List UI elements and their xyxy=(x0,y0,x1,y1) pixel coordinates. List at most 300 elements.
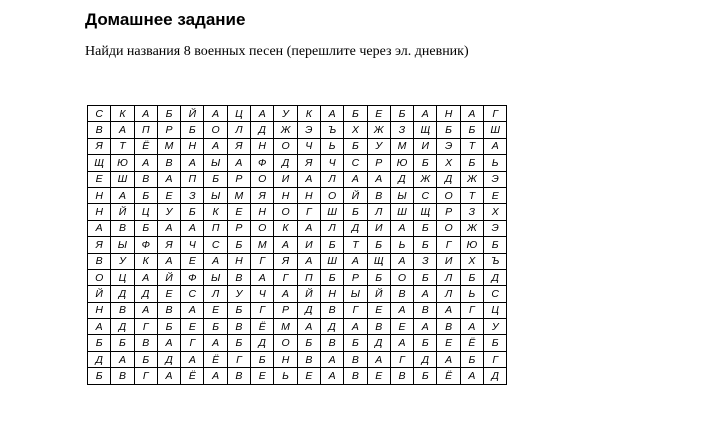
grid-cell: Ф xyxy=(181,269,204,285)
grid-cell: В xyxy=(367,319,390,335)
grid-cell: А xyxy=(204,368,227,384)
grid-cell: Ш xyxy=(484,122,507,138)
grid-cell: Т xyxy=(111,138,134,154)
grid-cell: А xyxy=(204,335,227,351)
grid-cell: М xyxy=(251,237,274,253)
grid-cell: Ф xyxy=(134,237,157,253)
grid-cell: В xyxy=(390,286,413,302)
grid-cell: Я xyxy=(88,138,111,154)
grid-cell: Ь xyxy=(484,155,507,171)
grid-cell: О xyxy=(390,269,413,285)
grid-cell: А xyxy=(437,351,460,367)
grid-cell: А xyxy=(320,351,343,367)
grid-row xyxy=(88,319,507,335)
grid-cell: Ё xyxy=(181,368,204,384)
grid-cell: Ч xyxy=(297,138,320,154)
grid-cell: Б xyxy=(437,122,460,138)
grid-cell: Ш xyxy=(111,171,134,187)
grid-cell: З xyxy=(460,204,483,220)
grid-cell: А xyxy=(414,106,437,122)
grid-cell: Я xyxy=(251,187,274,203)
grid-cell: Ж xyxy=(460,171,483,187)
grid-cell: Б xyxy=(414,368,437,384)
grid-cell: Б xyxy=(204,171,227,187)
grid-cell: Д xyxy=(484,368,507,384)
grid-cell: А xyxy=(414,286,437,302)
grid-cell: В xyxy=(320,302,343,318)
grid-cell: А xyxy=(181,351,204,367)
grid-cell: Ж xyxy=(460,220,483,236)
grid-cell: Г xyxy=(251,253,274,269)
grid-cell: Н xyxy=(88,187,111,203)
grid-cell: З xyxy=(181,187,204,203)
grid-cell: Ы xyxy=(204,187,227,203)
grid-cell: И xyxy=(297,237,320,253)
grid-cell: Л xyxy=(204,286,227,302)
grid-cell: Д xyxy=(251,335,274,351)
grid-cell: Д xyxy=(320,319,343,335)
grid-cell: Ю xyxy=(460,237,483,253)
grid-cell: С xyxy=(484,286,507,302)
grid-cell: Г xyxy=(390,351,413,367)
grid-cell: Б xyxy=(414,155,437,171)
grid-cell: Ц xyxy=(484,302,507,318)
grid-cell: Ю xyxy=(111,155,134,171)
grid-cell: Н xyxy=(274,351,297,367)
grid-cell: Л xyxy=(367,204,390,220)
grid-cell: Б xyxy=(414,335,437,351)
grid-row xyxy=(88,122,507,138)
grid-cell: А xyxy=(88,220,111,236)
grid-cell: А xyxy=(227,155,250,171)
grid-cell: Д xyxy=(111,286,134,302)
grid-cell: А xyxy=(157,335,180,351)
grid-row xyxy=(88,220,507,236)
grid-cell: Б xyxy=(320,269,343,285)
grid-cell: В xyxy=(367,187,390,203)
grid-cell: А xyxy=(460,368,483,384)
grid-cell: Щ xyxy=(414,204,437,220)
grid-cell: Ё xyxy=(204,351,227,367)
grid-cell: Ж xyxy=(414,171,437,187)
grid-cell: Ё xyxy=(134,138,157,154)
grid-cell: В xyxy=(437,319,460,335)
grid-row xyxy=(88,253,507,269)
grid-cell: Б xyxy=(390,106,413,122)
grid-cell: Т xyxy=(344,237,367,253)
grid-cell: А xyxy=(344,319,367,335)
grid-cell: А xyxy=(111,187,134,203)
grid-cell: А xyxy=(297,253,320,269)
grid-cell: Б xyxy=(134,187,157,203)
grid-cell: Л xyxy=(320,171,343,187)
grid-cell: Р xyxy=(157,122,180,138)
grid-cell: Л xyxy=(437,286,460,302)
grid-cell: Е xyxy=(390,319,413,335)
grid-cell: В xyxy=(227,319,250,335)
grid-cell: А xyxy=(134,302,157,318)
word-search-grid xyxy=(87,105,507,385)
grid-cell: И xyxy=(414,138,437,154)
grid-cell: А xyxy=(111,122,134,138)
grid-cell: В xyxy=(157,302,180,318)
grid-cell: Г xyxy=(437,237,460,253)
grid-cell: Б xyxy=(414,237,437,253)
grid-cell: Г xyxy=(460,302,483,318)
grid-cell: У xyxy=(367,138,390,154)
grid-cell: У xyxy=(274,106,297,122)
grid-cell: С xyxy=(344,155,367,171)
grid-cell: Б xyxy=(88,368,111,384)
grid-cell: П xyxy=(297,269,320,285)
grid-cell: Д xyxy=(134,286,157,302)
grid-cell: З xyxy=(414,253,437,269)
grid-cell: В xyxy=(88,253,111,269)
grid-cell: У xyxy=(111,253,134,269)
grid-row xyxy=(88,351,507,367)
grid-cell: Ы xyxy=(204,269,227,285)
grid-cell: Д xyxy=(414,351,437,367)
grid-cell: Ц xyxy=(134,204,157,220)
grid-cell: В xyxy=(390,368,413,384)
grid-cell: А xyxy=(181,302,204,318)
grid-cell: Й xyxy=(367,286,390,302)
grid-cell: Ц xyxy=(111,269,134,285)
grid-cell: Е xyxy=(484,187,507,203)
grid-cell: О xyxy=(251,220,274,236)
grid-cell: Ш xyxy=(320,204,343,220)
grid-cell: Ь xyxy=(320,138,343,154)
grid-cell: Г xyxy=(227,351,250,367)
grid-cell: Н xyxy=(297,187,320,203)
grid-cell: Ь xyxy=(274,368,297,384)
grid-cell: Н xyxy=(320,286,343,302)
grid-cell: Г xyxy=(134,368,157,384)
grid-row xyxy=(88,106,507,122)
task-instruction: Найди названия 8 военных песен (перешлите через эл. дневник) xyxy=(85,44,469,59)
grid-cell: О xyxy=(274,138,297,154)
grid-cell: Ъ xyxy=(484,253,507,269)
grid-cell: Б xyxy=(484,237,507,253)
grid-cell: Д xyxy=(344,220,367,236)
grid-cell: Х xyxy=(460,253,483,269)
grid-cell: У xyxy=(157,204,180,220)
grid-cell: Й xyxy=(344,187,367,203)
grid-cell: Я xyxy=(227,138,250,154)
grid-cell: Ф xyxy=(251,155,274,171)
grid-cell: П xyxy=(204,220,227,236)
grid-cell: И xyxy=(367,220,390,236)
grid-cell: Ы xyxy=(390,187,413,203)
grid-cell: М xyxy=(274,319,297,335)
grid-cell: Ч xyxy=(251,286,274,302)
grid-cell: А xyxy=(274,286,297,302)
grid-cell: О xyxy=(204,122,227,138)
grid-cell: Б xyxy=(181,204,204,220)
grid-cell: А xyxy=(157,368,180,384)
grid-cell: Б xyxy=(344,138,367,154)
grid-cell: А xyxy=(344,253,367,269)
grid-row xyxy=(88,286,507,302)
grid-cell: А xyxy=(204,253,227,269)
grid-cell: А xyxy=(88,319,111,335)
grid-cell: Р xyxy=(227,171,250,187)
grid-cell: Г xyxy=(484,351,507,367)
grid-cell: Ё xyxy=(251,319,274,335)
grid-cell: Ю xyxy=(390,155,413,171)
grid-cell: Е xyxy=(367,302,390,318)
grid-cell: А xyxy=(390,302,413,318)
grid-cell: Ь xyxy=(390,237,413,253)
grid-cell: А xyxy=(134,269,157,285)
grid-row xyxy=(88,204,507,220)
grid-cell: Ч xyxy=(320,155,343,171)
grid-cell: Б xyxy=(134,351,157,367)
grid-cell: Д xyxy=(437,171,460,187)
grid-cell: Щ xyxy=(414,122,437,138)
grid-cell: И xyxy=(437,253,460,269)
grid-cell: У xyxy=(484,319,507,335)
grid-cell: Б xyxy=(344,204,367,220)
grid-cell: А xyxy=(390,253,413,269)
grid-cell: Б xyxy=(204,319,227,335)
grid-cell: Н xyxy=(88,302,111,318)
grid-cell: А xyxy=(134,106,157,122)
grid-cell: А xyxy=(274,237,297,253)
grid-cell: Ъ xyxy=(320,122,343,138)
grid-cell: Б xyxy=(227,335,250,351)
grid-cell: Й xyxy=(157,269,180,285)
grid-cell: А xyxy=(367,351,390,367)
grid-cell: Г xyxy=(134,319,157,335)
grid-cell: О xyxy=(320,187,343,203)
grid-cell: В xyxy=(157,155,180,171)
grid-cell: В xyxy=(320,335,343,351)
grid-cell: Л xyxy=(437,269,460,285)
grid-cell: К xyxy=(297,106,320,122)
grid-cell: Б xyxy=(111,335,134,351)
grid-cell: Б xyxy=(88,335,111,351)
grid-row xyxy=(88,138,507,154)
grid-cell: Р xyxy=(274,302,297,318)
grid-cell: А xyxy=(134,155,157,171)
grid-cell: Б xyxy=(134,220,157,236)
grid-cell: О xyxy=(251,171,274,187)
grid-cell: Л xyxy=(227,122,250,138)
grid-cell: А xyxy=(367,171,390,187)
grid-cell: Б xyxy=(460,155,483,171)
grid-cell: З xyxy=(390,122,413,138)
grid-cell: Д xyxy=(88,351,111,367)
grid-cell: Г xyxy=(251,302,274,318)
grid-cell: Н xyxy=(251,138,274,154)
grid-cell: Р xyxy=(367,155,390,171)
grid-cell: Е xyxy=(181,319,204,335)
grid-cell: Д xyxy=(157,351,180,367)
grid-cell: Б xyxy=(227,237,250,253)
grid-cell: Э xyxy=(484,220,507,236)
grid-cell: М xyxy=(227,187,250,203)
grid-cell: Д xyxy=(274,155,297,171)
grid-cell: О xyxy=(274,335,297,351)
grid-cell: Ё xyxy=(437,368,460,384)
grid-cell: Щ xyxy=(88,155,111,171)
grid-cell: Х xyxy=(344,122,367,138)
grid-cell: Г xyxy=(484,106,507,122)
grid-cell: Й xyxy=(111,204,134,220)
grid-cell: А xyxy=(460,319,483,335)
grid-cell: Е xyxy=(251,368,274,384)
grid-cell: К xyxy=(274,220,297,236)
grid-cell: Б xyxy=(414,220,437,236)
grid-cell: Р xyxy=(344,269,367,285)
grid-row xyxy=(88,171,507,187)
grid-cell: Г xyxy=(181,335,204,351)
grid-cell: Т xyxy=(460,138,483,154)
grid-cell: А xyxy=(320,368,343,384)
grid-cell: С xyxy=(414,187,437,203)
grid-cell: А xyxy=(157,253,180,269)
grid-cell: И xyxy=(274,171,297,187)
grid-cell: Т xyxy=(460,187,483,203)
grid-cell: Е xyxy=(157,286,180,302)
grid-cell: Б xyxy=(367,237,390,253)
grid-cell: Ш xyxy=(390,204,413,220)
grid-cell: Х xyxy=(437,155,460,171)
grid-cell: Д xyxy=(297,302,320,318)
grid-cell: А xyxy=(297,220,320,236)
grid-cell: В xyxy=(134,335,157,351)
grid-cell: А xyxy=(437,302,460,318)
grid-cell: Б xyxy=(227,302,250,318)
grid-cell: К xyxy=(134,253,157,269)
grid-cell: А xyxy=(157,220,180,236)
grid-cell: П xyxy=(134,122,157,138)
grid-cell: А xyxy=(344,171,367,187)
grid-cell: А xyxy=(204,138,227,154)
grid-cell: Н xyxy=(437,106,460,122)
grid-cell: Г xyxy=(274,269,297,285)
grid-cell: О xyxy=(274,204,297,220)
grid-cell: Я xyxy=(297,155,320,171)
grid-cell: Д xyxy=(367,335,390,351)
grid-cell: Б xyxy=(181,122,204,138)
grid-cell: Б xyxy=(460,351,483,367)
grid-cell: Ы xyxy=(204,155,227,171)
grid-cell: В xyxy=(344,368,367,384)
grid-cell: А xyxy=(157,171,180,187)
grid-cell: А xyxy=(390,335,413,351)
grid-cell: В xyxy=(111,220,134,236)
grid-cell: Д xyxy=(251,122,274,138)
grid-cell: Р xyxy=(437,204,460,220)
grid-cell: О xyxy=(88,269,111,285)
grid-cell: Б xyxy=(297,335,320,351)
grid-row xyxy=(88,269,507,285)
grid-cell: Б xyxy=(344,106,367,122)
grid-cell: А xyxy=(181,220,204,236)
grid-cell: Б xyxy=(251,351,274,367)
grid-cell: Й xyxy=(181,106,204,122)
grid-cell: Е xyxy=(88,171,111,187)
grid-cell: Ж xyxy=(274,122,297,138)
grid-cell: Е xyxy=(157,187,180,203)
grid-row xyxy=(88,155,507,171)
grid-cell: А xyxy=(297,171,320,187)
grid-cell: Е xyxy=(227,204,250,220)
grid-cell: С xyxy=(88,106,111,122)
grid-cell: А xyxy=(414,319,437,335)
grid-cell: Б xyxy=(320,237,343,253)
grid-cell: Н xyxy=(181,138,204,154)
grid-cell: В xyxy=(227,368,250,384)
grid-cell: О xyxy=(437,220,460,236)
grid-cell: Е xyxy=(367,368,390,384)
grid-cell: А xyxy=(320,106,343,122)
grid-cell: Б xyxy=(414,269,437,285)
grid-cell: В xyxy=(111,302,134,318)
grid-cell: Е xyxy=(181,253,204,269)
grid-cell: Ч xyxy=(181,237,204,253)
grid-cell: В xyxy=(134,171,157,187)
grid-cell: Б xyxy=(157,319,180,335)
grid-cell: Й xyxy=(88,286,111,302)
grid-cell: Е xyxy=(204,302,227,318)
grid-cell: Х xyxy=(484,204,507,220)
grid-cell: Ы xyxy=(111,237,134,253)
grid-cell: А xyxy=(251,269,274,285)
grid-cell: В xyxy=(297,351,320,367)
grid-cell: Й xyxy=(297,286,320,302)
grid-cell: Е xyxy=(367,106,390,122)
grid-cell: М xyxy=(157,138,180,154)
grid-cell: Д xyxy=(390,171,413,187)
grid-cell: Р xyxy=(227,220,250,236)
grid-cell: Д xyxy=(111,319,134,335)
grid-cell: Ж xyxy=(367,122,390,138)
grid-cell: Г xyxy=(344,302,367,318)
grid-cell: Я xyxy=(157,237,180,253)
grid-cell: А xyxy=(460,106,483,122)
grid-cell: А xyxy=(111,351,134,367)
grid-cell: В xyxy=(227,269,250,285)
page-title: Домашнее задание xyxy=(85,10,246,29)
grid-cell: В xyxy=(88,122,111,138)
grid-cell: А xyxy=(297,319,320,335)
grid-cell: Е xyxy=(297,368,320,384)
grid-cell: А xyxy=(484,138,507,154)
grid-cell: В xyxy=(344,351,367,367)
grid-cell: Н xyxy=(274,187,297,203)
grid-cell: К xyxy=(111,106,134,122)
grid-cell: В xyxy=(414,302,437,318)
grid-cell: А xyxy=(181,155,204,171)
grid-cell: Д xyxy=(484,269,507,285)
grid-cell: А xyxy=(204,106,227,122)
grid-cell: Г xyxy=(297,204,320,220)
grid-cell: Н xyxy=(88,204,111,220)
grid-cell: Ц xyxy=(227,106,250,122)
grid-cell: Ё xyxy=(460,335,483,351)
grid-cell: Б xyxy=(460,269,483,285)
grid-cell: Е xyxy=(437,335,460,351)
grid-cell: А xyxy=(251,106,274,122)
grid-row xyxy=(88,237,507,253)
grid-cell: А xyxy=(390,220,413,236)
grid-cell: Ы xyxy=(344,286,367,302)
grid-cell: Э xyxy=(437,138,460,154)
grid-cell: Н xyxy=(227,253,250,269)
